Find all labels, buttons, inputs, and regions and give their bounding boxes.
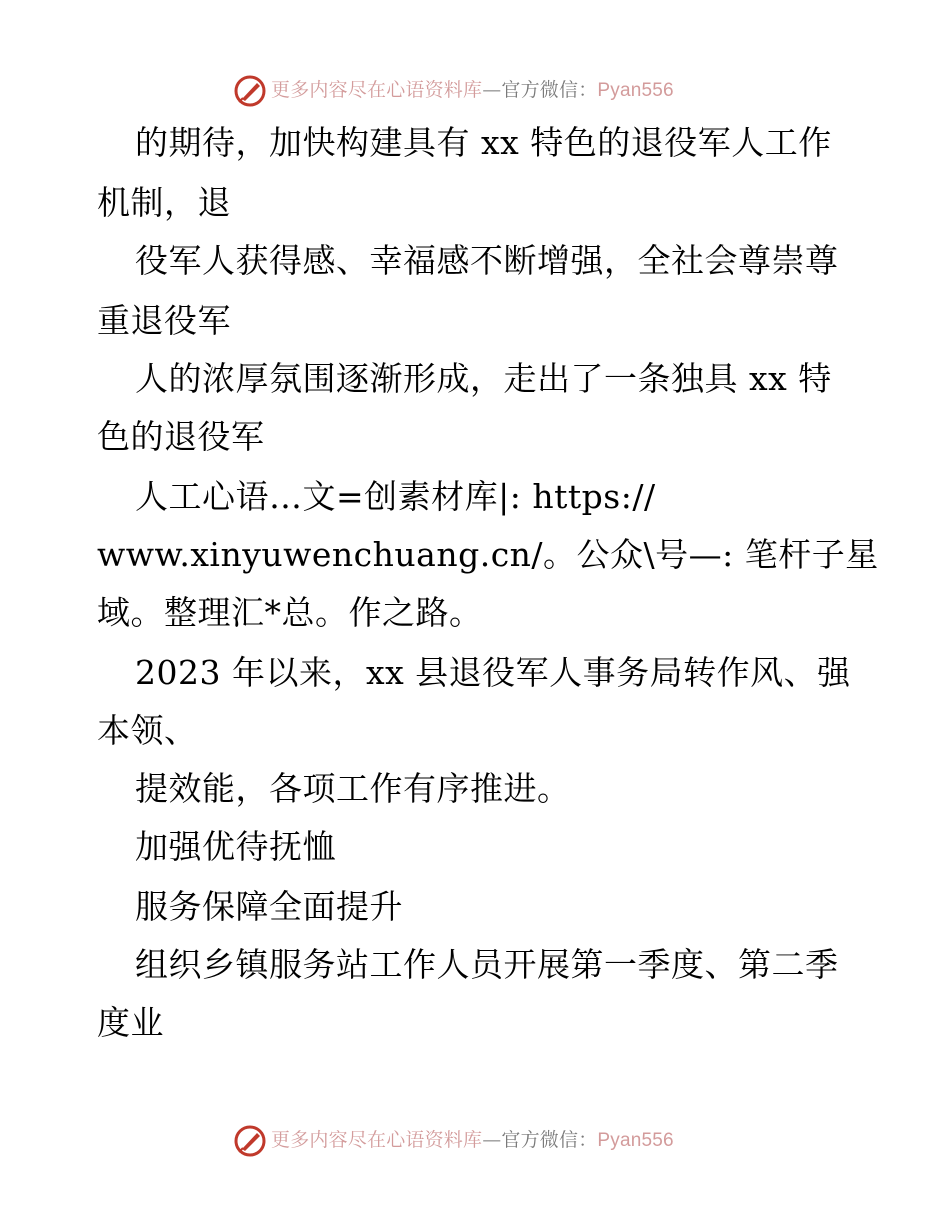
quill-logo-icon: [233, 74, 267, 108]
body-line: 提效能，各项工作有序推进。: [135, 769, 571, 808]
banner-text: [271, 1128, 674, 1153]
banner-separator: —: [482, 1129, 502, 1151]
body-line: 的期待，加快构建具有 xx 特色的退役军人工作: [135, 123, 832, 162]
body-line: 本领、: [97, 711, 198, 750]
body-line: 组织乡镇服务站工作人员开展第一季度、第二季: [135, 945, 839, 984]
body-line: 域。整理汇*总。作之路。: [97, 593, 483, 632]
body-line: www.xinyuwenchuang.cn/。公众\号—: 笔杆子星: [97, 535, 879, 574]
banner-wechat-label: 官方微信：: [501, 79, 598, 101]
body-line: 色的退役军: [97, 417, 265, 456]
body-line: 服务保障全面提升: [135, 887, 403, 926]
quill-logo-icon: [233, 1124, 267, 1158]
banner-text: [271, 78, 674, 103]
body-line: 役军人获得感、幸福感不断增强，全社会尊崇尊: [135, 241, 839, 280]
body-line: 2023 年以来，xx 县退役军人事务局转作风、强: [135, 653, 851, 692]
banner-main-text: 更多内容尽在心语资料库: [271, 79, 483, 101]
body-line: 度业: [97, 1003, 164, 1042]
banner-main-text: 更多内容尽在心语资料库: [271, 1129, 483, 1151]
header-banner: [0, 72, 950, 108]
footer-banner: [0, 1122, 950, 1158]
body-line: 重退役军: [97, 301, 231, 340]
body-line: 人工心语…文=创素材库|: https://: [135, 477, 656, 516]
banner-separator: —: [482, 79, 502, 101]
body-line: 人的浓厚氛围逐渐形成，走出了一条独具 xx 特: [135, 359, 832, 398]
banner-wechat-id: Pyan556: [597, 1130, 674, 1151]
body-line: 加强优待抚恤: [135, 827, 336, 866]
banner-wechat-id: Pyan556: [597, 80, 674, 101]
body-line: 机制，退: [97, 183, 231, 222]
banner-wechat-label: 官方微信：: [501, 1129, 598, 1151]
